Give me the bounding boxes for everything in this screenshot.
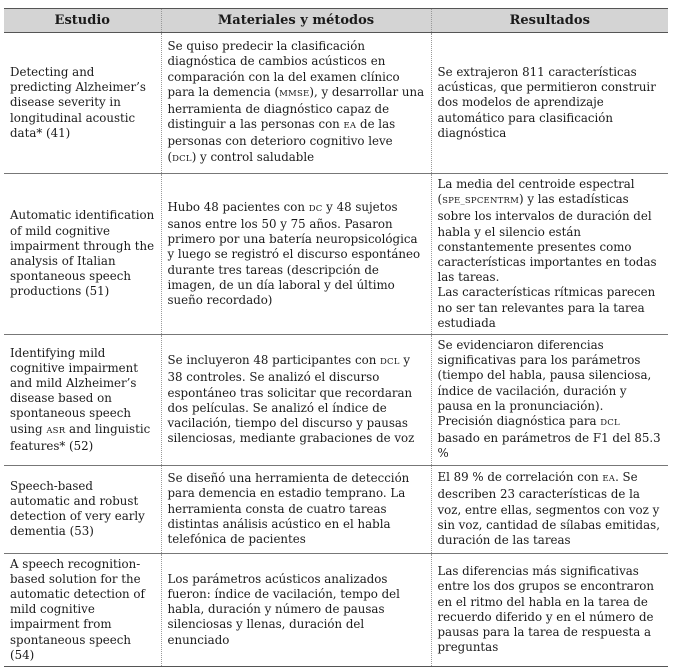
results-paragraph: El 89 % de correlación con EA. Se describen 23 características de la voz, entre ellas, segmentos con voz y sin voz, cantidad de sílabas emitidas, duración de las tareas bbox=[437, 470, 660, 547]
results-cell bbox=[431, 174, 668, 335]
table-row bbox=[4, 174, 668, 335]
results-paragraph: Se evidenciaron diferencias significativas para los parámetros (tiempo del habla, pausa silenciosa, índice de vacilación, duración y pausa en la pronunciación). Precisión diagnóstica para DCL basado en parámetros de F1 del 85.3 % bbox=[437, 338, 661, 461]
methods-cell: Se incluyeron 48 participantes con DCL y 38 controles. Se analizó el discurso espontáneo tras solicitar que recordaran dos películas. Se analizó el índice de vacilación, tiempo del discurso y pausas silenciosas, mediante grabaciones de voz bbox=[161, 335, 431, 466]
header-resultados: Resultados bbox=[431, 9, 668, 33]
methods-cell: Hubo 48 pacientes con DC y 48 sujetos sanos entre los 50 y 75 años. Pasaron primero por una batería neuropsicológica y luego se registró el discurso espontáneo durante tres tareas (descripción de imagen, de un día laboral y del último sueño recordado) bbox=[161, 174, 431, 335]
studies-table bbox=[4, 8, 668, 667]
results-cell bbox=[431, 335, 668, 466]
table-row bbox=[4, 465, 668, 553]
header-estudio: Estudio bbox=[4, 9, 161, 33]
results-paragraph: Se extrajeron 811 características acústicas, que permitieron construir dos modelos de aprendizaje automático para clasificación diagnóstica bbox=[437, 64, 656, 140]
results-cell bbox=[431, 553, 668, 666]
methods-cell: Se diseñó una herramienta de detección para demencia en estadio temprano. La herramienta consta de cuatro tareas distintas análisis acústico en el habla telefónica de pacientes bbox=[161, 465, 431, 553]
header-materiales: Materiales y métodos bbox=[161, 9, 431, 33]
table-row bbox=[4, 335, 668, 466]
study-cell: Speech-based automatic and robust detection of very early dementia (53) bbox=[4, 465, 161, 553]
study-cell: A speech recognition-based solution for the automatic detection of mild cognitive impairment from spontaneous speech (54) bbox=[4, 553, 161, 666]
results-cell bbox=[431, 465, 668, 553]
table-row bbox=[4, 33, 668, 174]
study-cell: Identifying mild cognitive impairment and mild Alzheimer’s disease based on spontaneous speech using ASR and linguistic features* (52) bbox=[4, 335, 161, 466]
study-cell: Automatic identification of mild cognitive impairment through the analysis of Italian spontaneous speech productions (51) bbox=[4, 174, 161, 335]
results-paragraph: Las diferencias más significativas entre los dos grupos se encontraron en el ritmo del habla en la tarea de recuerdo diferido y en el número de pausas para la tarea de respuesta a preguntas bbox=[437, 564, 654, 655]
results-cell bbox=[431, 33, 668, 174]
results-paragraph: Las características rítmicas parecen no ser tan relevantes para la tarea estudiada bbox=[437, 285, 656, 330]
methods-cell: Se quiso predecir la clasificación diagnóstica de cambios acústicos en comparación con la del examen clínico para la demencia (MMSE), y desarrollar una herramienta de diagnóstico capaz de distinguir a las personas con EA de las personas con deterioro cognitivo leve (DCL) y control saludable bbox=[161, 33, 431, 174]
header-row bbox=[4, 9, 668, 33]
study-cell: Detecting and predicting Alzheimer’s disease severity in longitudinal acoustic data* (41) bbox=[4, 33, 161, 174]
results-paragraph: La media del centroide espectral (SPE_SPCENTRM) y las estadísticas sobre los intervalos de duración del habla y el silencio están constantemente presentes como características importantes en todas las tareas. bbox=[437, 177, 657, 285]
table-row bbox=[4, 553, 668, 666]
methods-cell: Los parámetros acústicos analizados fueron: índice de vacilación, tempo del habla, duración y número de pausas silenciosas y llenas, duración del enunciado bbox=[161, 553, 431, 666]
